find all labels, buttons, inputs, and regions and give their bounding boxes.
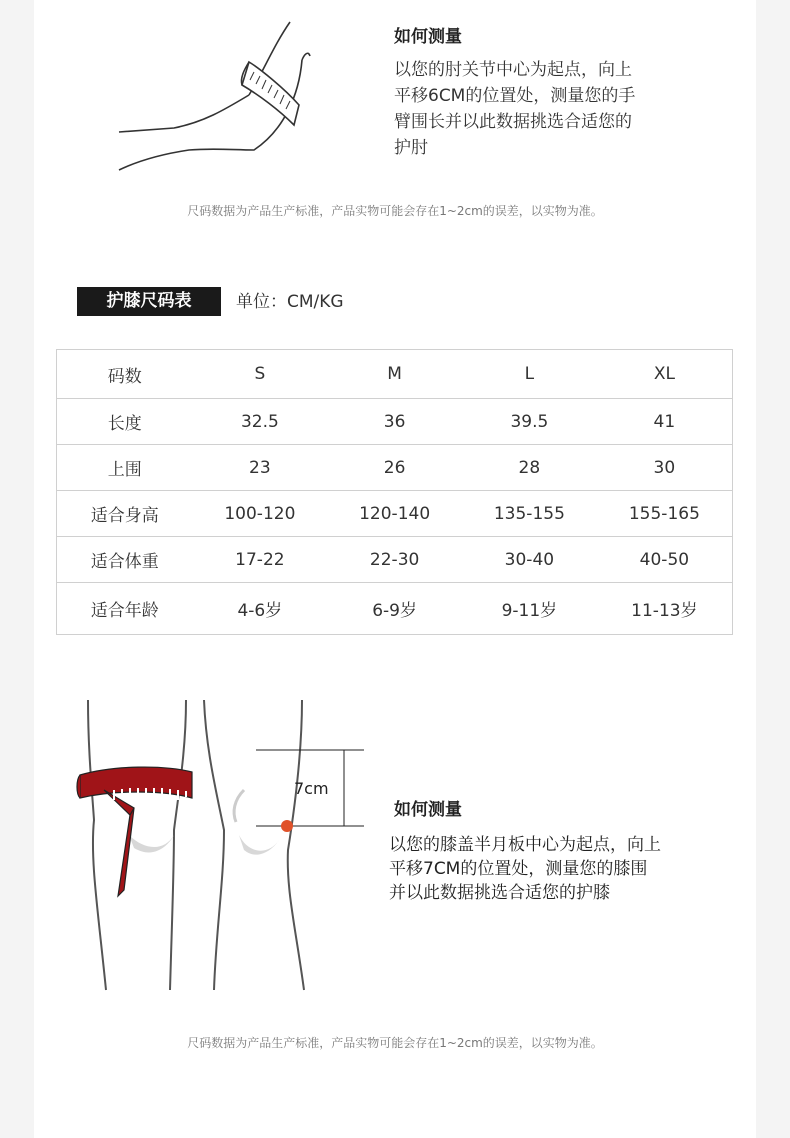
table-cell: L bbox=[462, 350, 597, 399]
elbow-measure-illustration bbox=[114, 10, 344, 180]
table-cell: 长度 bbox=[57, 399, 193, 445]
knee-guide-line: 并以此数据挑选合适您的护膝 bbox=[389, 883, 610, 903]
knee-measure-illustration bbox=[74, 690, 364, 1000]
knee-guide-text bbox=[389, 833, 661, 905]
table-row bbox=[57, 583, 733, 635]
table-cell: 26 bbox=[327, 445, 462, 491]
size-disclaimer-bottom: 尺码数据为产品生产标准，产品实物可能会存在1~2cm的误差，以实物为准。 bbox=[187, 1036, 603, 1050]
table-cell: 100-120 bbox=[193, 491, 328, 537]
table-cell: 9-11岁 bbox=[462, 583, 597, 635]
table-cell: S bbox=[193, 350, 328, 399]
table-cell: 6-9岁 bbox=[327, 583, 462, 635]
table-cell: 适合年龄 bbox=[57, 583, 193, 635]
page-sheet bbox=[34, 0, 756, 1138]
table-cell: 适合身高 bbox=[57, 491, 193, 537]
elbow-guide-title: 如何测量 bbox=[394, 27, 462, 47]
table-cell: M bbox=[327, 350, 462, 399]
size-chart-title: 护膝尺码表 bbox=[77, 287, 221, 316]
table-cell: 上围 bbox=[57, 445, 193, 491]
elbow-guide-line: 护肘 bbox=[394, 138, 428, 158]
table-cell: 39.5 bbox=[462, 399, 597, 445]
table-cell: 23 bbox=[193, 445, 328, 491]
table-cell: 30 bbox=[597, 445, 733, 491]
table-cell: 11-13岁 bbox=[597, 583, 733, 635]
table-cell: 135-155 bbox=[462, 491, 597, 537]
size-disclaimer-top: 尺码数据为产品生产标准，产品实物可能会存在1~2cm的误差，以实物为准。 bbox=[187, 204, 603, 218]
size-chart-unit: 单位：CM/KG bbox=[236, 292, 344, 312]
table-row bbox=[57, 537, 733, 583]
table-cell: 码数 bbox=[57, 350, 193, 399]
knee-guide-line: 平移7CM的位置处，测量您的膝围 bbox=[389, 859, 648, 879]
table-cell: 17-22 bbox=[193, 537, 328, 583]
elbow-guide-text bbox=[394, 57, 635, 161]
elbow-guide-line: 臂围长并以此数据挑选合适您的 bbox=[394, 112, 632, 132]
size-table bbox=[56, 349, 733, 635]
table-cell: 22-30 bbox=[327, 537, 462, 583]
table-row bbox=[57, 399, 733, 445]
knee-guide-line: 以您的膝盖半月板中心为起点，向上 bbox=[389, 835, 661, 855]
table-cell: 30-40 bbox=[462, 537, 597, 583]
table-header-row bbox=[57, 350, 733, 399]
knee-guide-title: 如何测量 bbox=[394, 800, 462, 820]
elbow-guide-line: 平移6CM的位置处，测量您的手 bbox=[394, 86, 636, 106]
elbow-guide-line: 以您的肘关节中心为起点，向上 bbox=[394, 60, 632, 80]
table-row bbox=[57, 491, 733, 537]
table-cell: 28 bbox=[462, 445, 597, 491]
table-cell: 36 bbox=[327, 399, 462, 445]
table-cell: 40-50 bbox=[597, 537, 733, 583]
measure-distance-label: 7cm bbox=[294, 779, 329, 798]
table-cell: 适合体重 bbox=[57, 537, 193, 583]
table-cell: 120-140 bbox=[327, 491, 462, 537]
table-cell: 155-165 bbox=[597, 491, 733, 537]
table-cell: 41 bbox=[597, 399, 733, 445]
table-row bbox=[57, 445, 733, 491]
table-cell: 32.5 bbox=[193, 399, 328, 445]
table-cell: 4-6岁 bbox=[193, 583, 328, 635]
table-cell: XL bbox=[597, 350, 733, 399]
